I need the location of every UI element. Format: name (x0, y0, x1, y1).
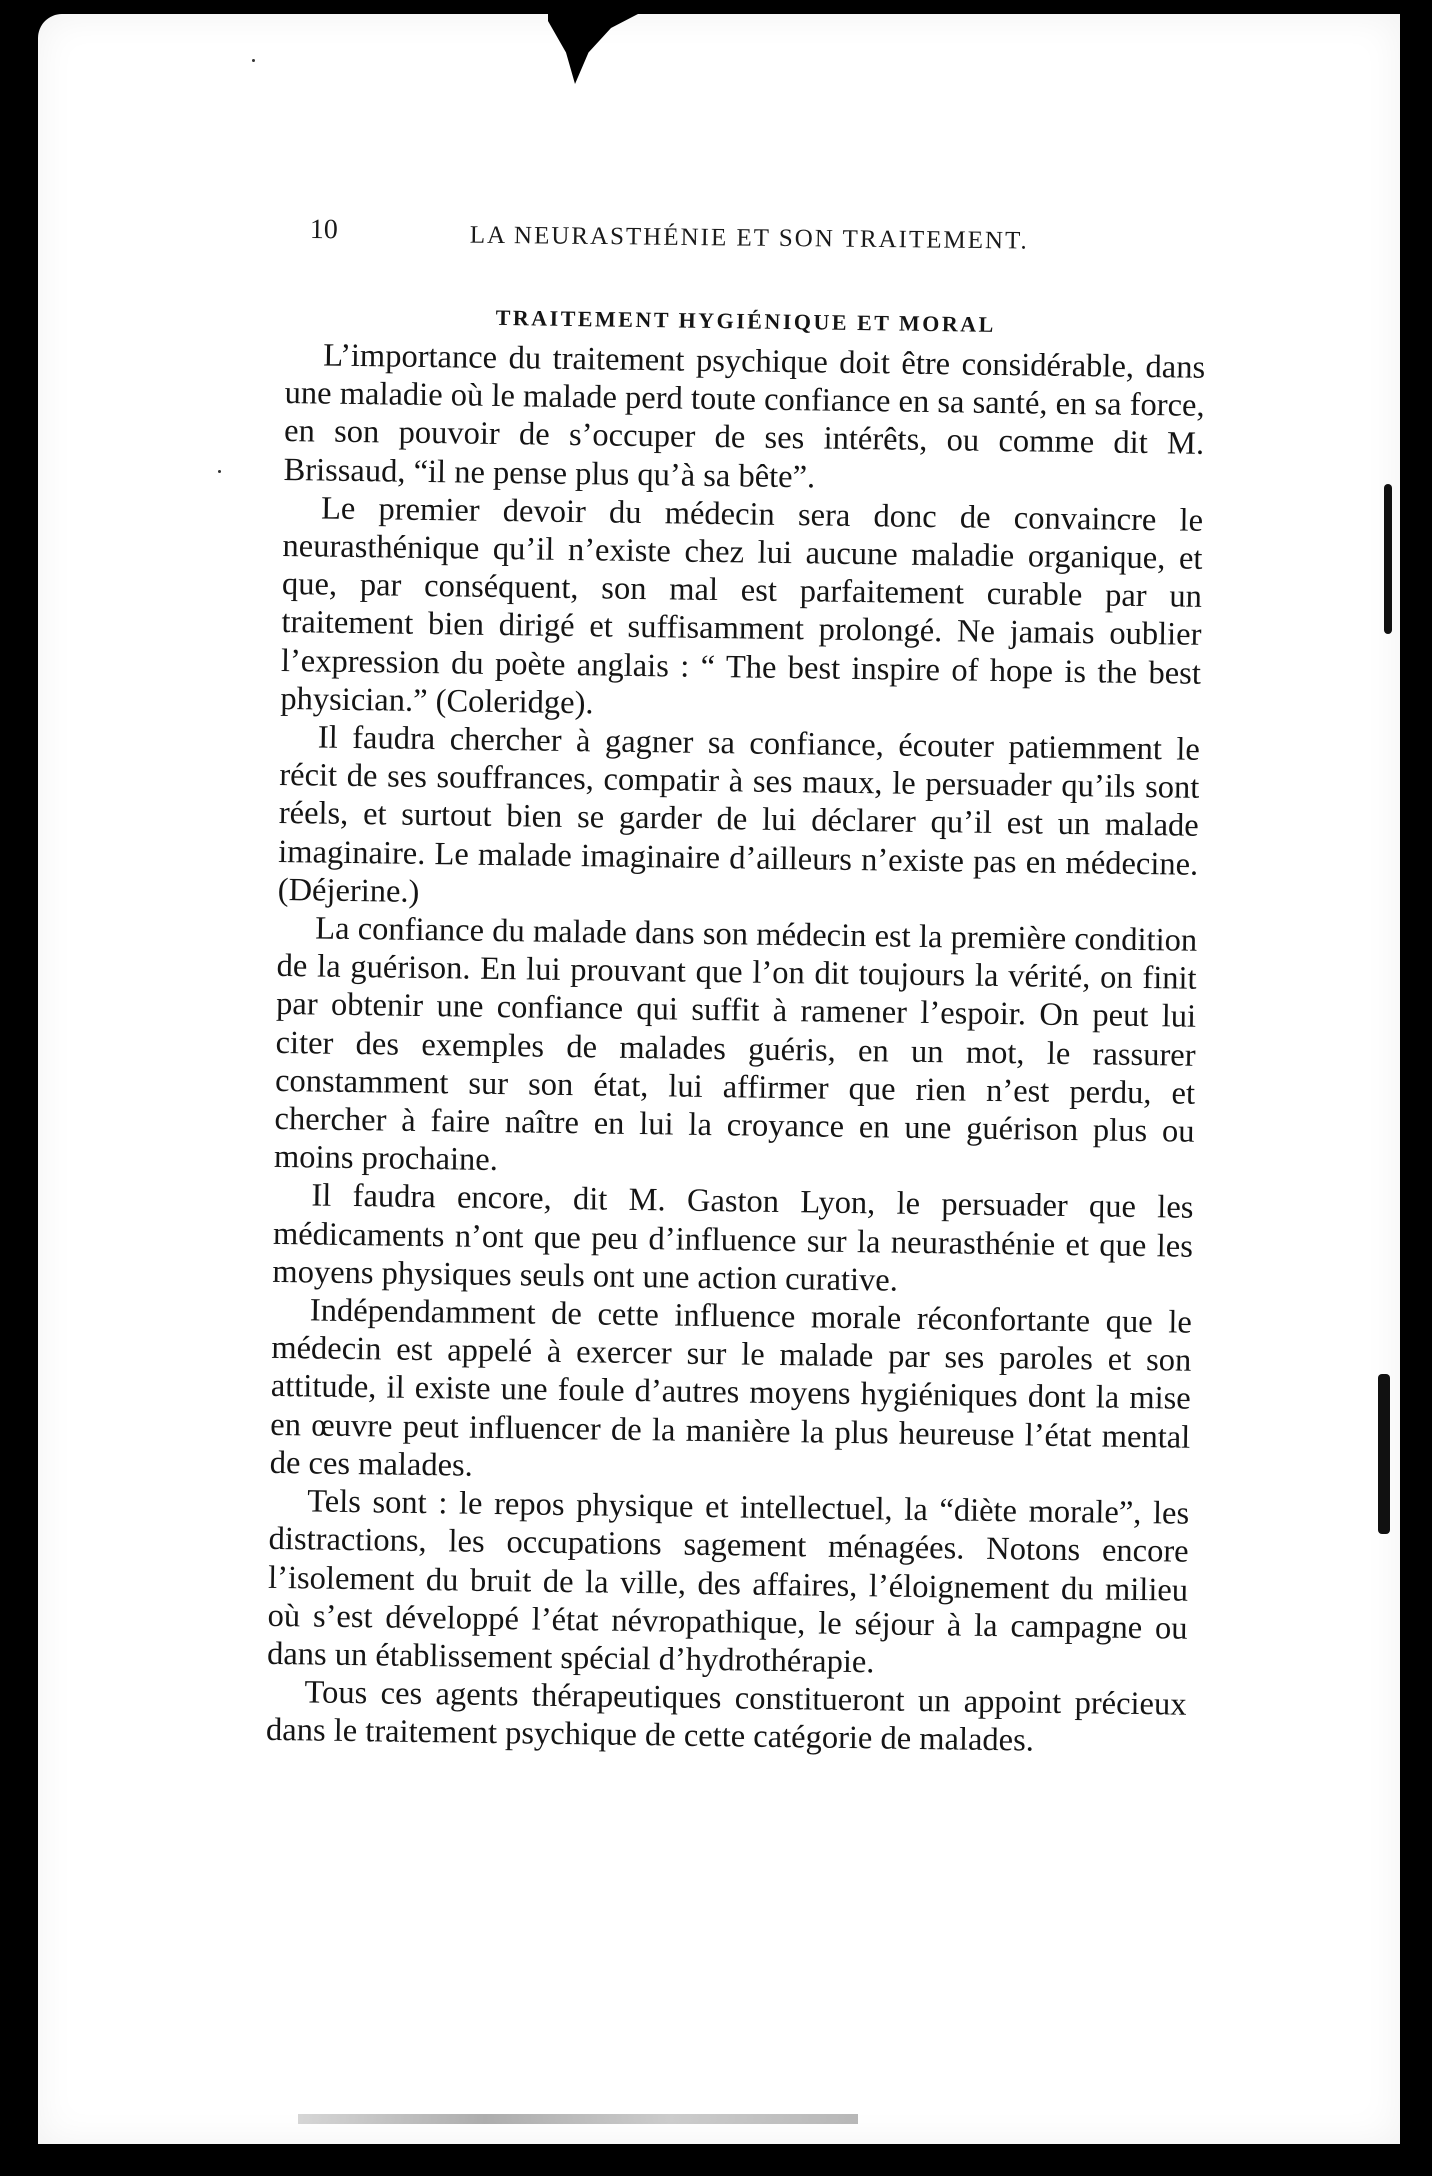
paragraph-2: Le premier devoir du médecin sera donc de convaincre le neurasthénique qu’il n’existe chez lui aucune maladie organique, et que, par conséquent, son mal est parfaitement curable par un traitement bien dirigé et suffisamment prolongé. Ne jamais oublier l’expression du poète anglais : “ The best inspire of hope is the best physician.” (Coleridge). (280, 490, 1204, 722)
binding-mark-upper (1384, 484, 1392, 634)
binding-mark-lower (1378, 1374, 1390, 1534)
torn-page-notch (548, 14, 638, 84)
paragraph-6: Indépendamment de cette influence morale réconfortante que le médecin est appelé à exercer sur le malade par ses paroles et son attitude, il existe une foule d’autres moyens hygiéniques dont la mise en œuvre peut influencer de la manière la plus heureuse l’état mental de ces malades. (269, 1292, 1193, 1484)
paragraph-7: Tels sont : le repos physique et intellectuel, la “diète morale”, les distractions, les occupations sagement ménagées. Notons encore l’isolement du bruit de la ville, des affaires, l’éloignement du milieu où s’est développé l’état névropathique, le séjour à la campagne ou dans un établissement spécial d’hydrothérapie. (266, 1483, 1190, 1681)
paragraph-1: L’importance du traitement psychique doit être considérable, dans une maladie où le malade perd toute confiance en sa santé, en sa force, en son pouvoir de s’occuper de ses intérêts, ou comme dit M. Brissaud, “il ne pense plus qu’à sa bête”. (283, 337, 1206, 496)
book-page (38, 14, 1400, 2144)
ink-speck (252, 59, 255, 62)
paragraph-3: Il faudra chercher à gagner sa confiance, écouter patiemment le récit de ses souffrances, compatir à ses maux, le persuader qu’ils sont réels, et surtout bien se garder de lui déclarer qu’il est un malade imaginaire. Le malade imaginaire d’ailleurs n’existe pas en médecine. (Déjerine.) (277, 719, 1201, 910)
body-text (266, 300, 1206, 1762)
running-title: LA NEURASTHÉNIE ET SON TRAITEMENT. (469, 221, 1029, 255)
running-head (309, 214, 1070, 255)
page-bottom-edge (298, 2114, 858, 2124)
paragraph-5: Il faudra encore, dit M. Gaston Lyon, le persuader que les médicaments n’ont que peu d’influence sur la neurasthénie et que les moyens physiques seuls ont une action curative. (272, 1177, 1194, 1299)
page-number: 10 (309, 214, 338, 246)
paragraph-8: Tous ces agents thérapeutiques constitueront un appoint précieux dans le traitement psychique de cette catégorie de malades. (265, 1674, 1187, 1759)
paragraph-4: La confiance du malade dans son médecin est la première condition de la guérison. En lui prouvant que l’on dit toujours la vérité, on finit par obtenir une confiance qui suffit à ramener l’espoir. On peut lui citer des exemples de malades guéris, en un mot, le rassurer constamment sur son état, lui affirmer que rien n’est perdu, et chercher à faire naître en lui la croyance en une guérison plus ou moins prochaine. (273, 910, 1198, 1179)
ink-speck (218, 470, 221, 473)
section-title: TRAITEMENT HYGIÉNIQUE ET MORAL (495, 304, 997, 337)
